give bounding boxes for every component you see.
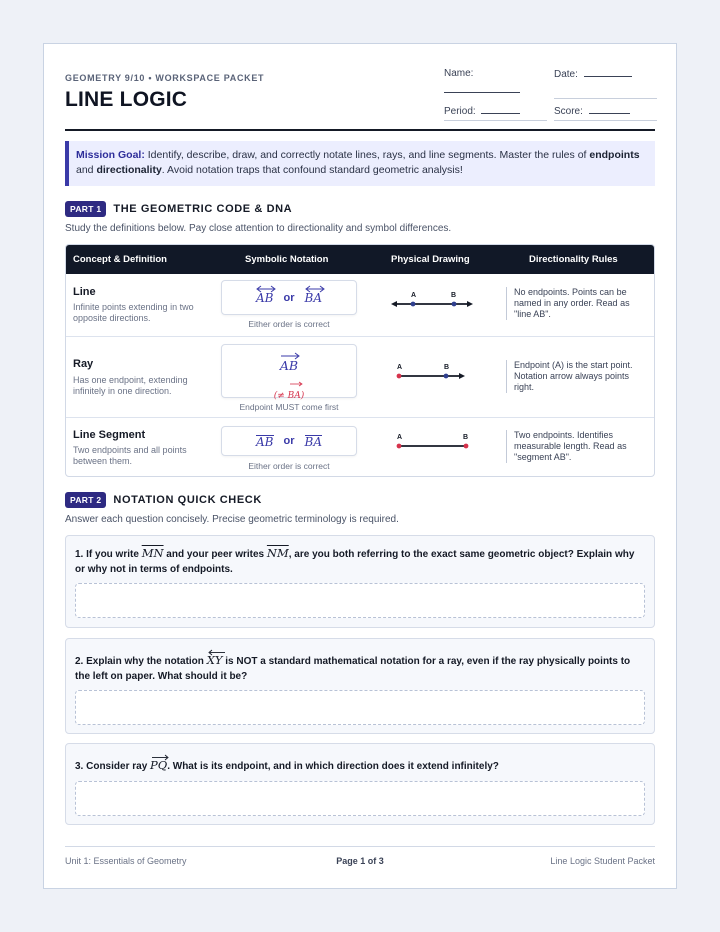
- mission-text-c: . Avoid notation traps that confound standard geometric analysis!: [161, 164, 463, 176]
- q2-text-b: is NOT a standard mathematical notation for a ray, even if the ray physically points to the left on paper. What should it be?: [75, 656, 631, 682]
- line-drawing-svg: [388, 291, 478, 321]
- ray-rule: Endpoint (A) is the start point. Notation arrow always points right.: [506, 360, 646, 393]
- segment-endpoint-b: [464, 444, 469, 449]
- notation-box-segment: [221, 426, 357, 456]
- table-row-line: [66, 274, 654, 337]
- page-title: LINE LOGIC: [65, 88, 188, 111]
- concept-name-line: Line: [73, 286, 96, 298]
- score-rule: [554, 120, 657, 121]
- line-drawing: [388, 291, 478, 321]
- ray-symbol-ab-text: AB: [279, 358, 299, 373]
- mission-text-b: and: [76, 164, 97, 176]
- part1-intro: Study the definitions below. Pay close attention to directionality and symbol differences.: [65, 223, 452, 234]
- part2-heading: [65, 491, 262, 508]
- left-arrow-icon: [208, 649, 226, 656]
- line-symbol-ab: [256, 291, 273, 305]
- mission-goal-label: Mission Goal:: [76, 149, 145, 161]
- line-rule: No endpoints. Points can be named in any order. Read as "line AB".: [506, 287, 646, 320]
- segment-symbol-ab: AB: [256, 434, 274, 449]
- q1-text-c: , are you both referring to the exact same geometric object? Explain why or why not in terms of endpoints.: [75, 549, 635, 575]
- line-point-b-label: B: [451, 292, 457, 299]
- q3-text-b: . What is its endpoint, and in which direction does it extend infinitely?: [167, 761, 499, 772]
- date-label: Date:: [554, 69, 578, 80]
- arrowhead-left-icon: [391, 301, 397, 307]
- part1-badge: PART 1: [65, 201, 106, 217]
- footer-page-number: Page 1 of 3: [336, 856, 384, 866]
- ray-symbol-ab: [280, 358, 298, 373]
- part2-badge: PART 2: [65, 492, 106, 508]
- definitions-table: [65, 244, 655, 477]
- answer-box-1[interactable]: [75, 583, 645, 618]
- right-arrow-icon: [151, 754, 169, 761]
- mission-bold-directionality: directionality: [96, 164, 162, 176]
- q3-math-pq: [150, 758, 167, 773]
- question-2-text: [75, 653, 645, 684]
- line-symbol-ba-text: BA: [304, 290, 322, 305]
- segment-point-b-label: B: [463, 434, 469, 441]
- date-field[interactable]: [554, 68, 632, 80]
- q1-text-b: and your peer writes: [163, 549, 267, 560]
- answer-box-2[interactable]: [75, 690, 645, 725]
- line-symbol-ba: [305, 291, 322, 305]
- part2-intro: Answer each question concisely. Precise geometric terminology is required.: [65, 514, 399, 525]
- notation-box-ray: [221, 344, 357, 401]
- ray-caption: Endpoint MUST come first: [239, 402, 339, 412]
- period-line: [481, 105, 520, 114]
- ray-point-b-label: B: [444, 364, 450, 371]
- ray-point-a-label: A: [397, 364, 403, 371]
- score-label: Score:: [554, 106, 583, 117]
- concept-desc-segment: Two endpoints and all points between them.: [73, 445, 187, 466]
- question-3-text: [75, 758, 645, 774]
- part2-title: NOTATION QUICK CHECK: [113, 493, 262, 506]
- segment-caption: Either order is correct: [248, 461, 330, 471]
- col-notation: Symbolic Notation: [245, 254, 329, 265]
- arrowhead-right-icon: [467, 301, 473, 307]
- segment-drawing: [388, 432, 478, 462]
- segment-or: or: [283, 435, 295, 447]
- name-label: Name:: [444, 68, 474, 79]
- line-symbol-ab-text: AB: [256, 290, 274, 305]
- segment-endpoint-a: [397, 444, 402, 449]
- mission-text-a: Identify, describe, draw, and correctly notate lines, rays, and line segments. Master the rules of: [144, 149, 590, 161]
- double-arrow-icon: [305, 285, 325, 293]
- notation-box-line: [221, 280, 357, 315]
- part1-heading: [65, 200, 292, 217]
- question-1: [65, 535, 655, 628]
- line-or: or: [283, 291, 295, 304]
- segment-point-a-label: A: [397, 434, 403, 441]
- small-right-arrow-icon: [289, 381, 303, 387]
- packet-kicker: GEOMETRY 9/10 • WORKSPACE PACKET: [65, 73, 265, 83]
- q1-math-mn: $\overline{MN}$: [141, 546, 164, 560]
- ray-drawing-svg: [388, 362, 478, 392]
- q3-math-pq-text: PQ: [150, 758, 168, 772]
- name-line: [444, 92, 520, 93]
- right-arrow-icon: [280, 352, 300, 360]
- table-header: [66, 245, 654, 274]
- ray-point-b: [444, 374, 449, 379]
- period-label: Period:: [444, 106, 476, 117]
- date-rule: [554, 98, 657, 99]
- q1-text-a: 1. If you write: [75, 549, 142, 560]
- q2-math-xy-text: XY: [206, 653, 223, 667]
- footer-packet-name: Line Logic Student Packet: [550, 856, 655, 866]
- worksheet-page: [43, 43, 677, 889]
- line-caption: Either order is correct: [248, 319, 330, 329]
- question-2: [65, 638, 655, 734]
- part1-title: THE GEOMETRIC CODE & DNA: [113, 202, 293, 215]
- q3-text-a: 3. Consider ray: [75, 761, 151, 772]
- line-point-a: [411, 302, 416, 307]
- mission-bold-endpoints: endpoints: [589, 149, 640, 161]
- ray-drawing: [388, 362, 478, 392]
- answer-box-3[interactable]: [75, 781, 645, 816]
- footer-unit: Unit 1: Essentials of Geometry: [65, 856, 187, 866]
- ray-not-equal: (≠ BA): [273, 391, 305, 401]
- double-arrow-icon: [256, 285, 276, 293]
- table-row-segment: [66, 418, 654, 477]
- concept-name-ray: Ray: [73, 358, 94, 370]
- arrowhead-right-icon: [459, 373, 465, 379]
- segment-rule: Two endpoints. Identifies measurable length. Read as "segment AB".: [506, 430, 646, 463]
- score-line: [589, 105, 630, 114]
- table-row-ray: [66, 337, 654, 418]
- date-line: [584, 68, 632, 77]
- q2-math-xy: [207, 653, 223, 668]
- concept-desc-line: Infinite points extending in two opposite directions.: [73, 302, 194, 323]
- line-point-a-label: A: [411, 292, 417, 299]
- ray-endpoint-a: [397, 374, 402, 379]
- col-rules: Directionality Rules: [529, 254, 618, 265]
- segment-symbol-ba: BA: [304, 434, 322, 449]
- header: [65, 44, 655, 131]
- concept-name-segment: Line Segment: [73, 429, 146, 441]
- segment-drawing-svg: [388, 432, 478, 462]
- q2-text-a: 2. Explain why the notation: [75, 656, 207, 667]
- footer: [65, 846, 655, 866]
- concept-desc-ray: Has one endpoint, extending infinitely in one direction.: [73, 375, 188, 396]
- col-drawing: Physical Drawing: [391, 254, 470, 265]
- line-point-b: [452, 302, 457, 307]
- question-1-text: [75, 546, 645, 577]
- q1-math-nm: $\overline{NM}$: [266, 546, 289, 560]
- question-3: [65, 743, 655, 825]
- period-rule: [444, 120, 547, 121]
- name-field[interactable]: [444, 68, 473, 79]
- period-field[interactable]: [444, 105, 520, 117]
- col-concept: Concept & Definition: [73, 254, 167, 265]
- score-field[interactable]: [554, 105, 630, 117]
- mission-goal-box: [65, 141, 655, 186]
